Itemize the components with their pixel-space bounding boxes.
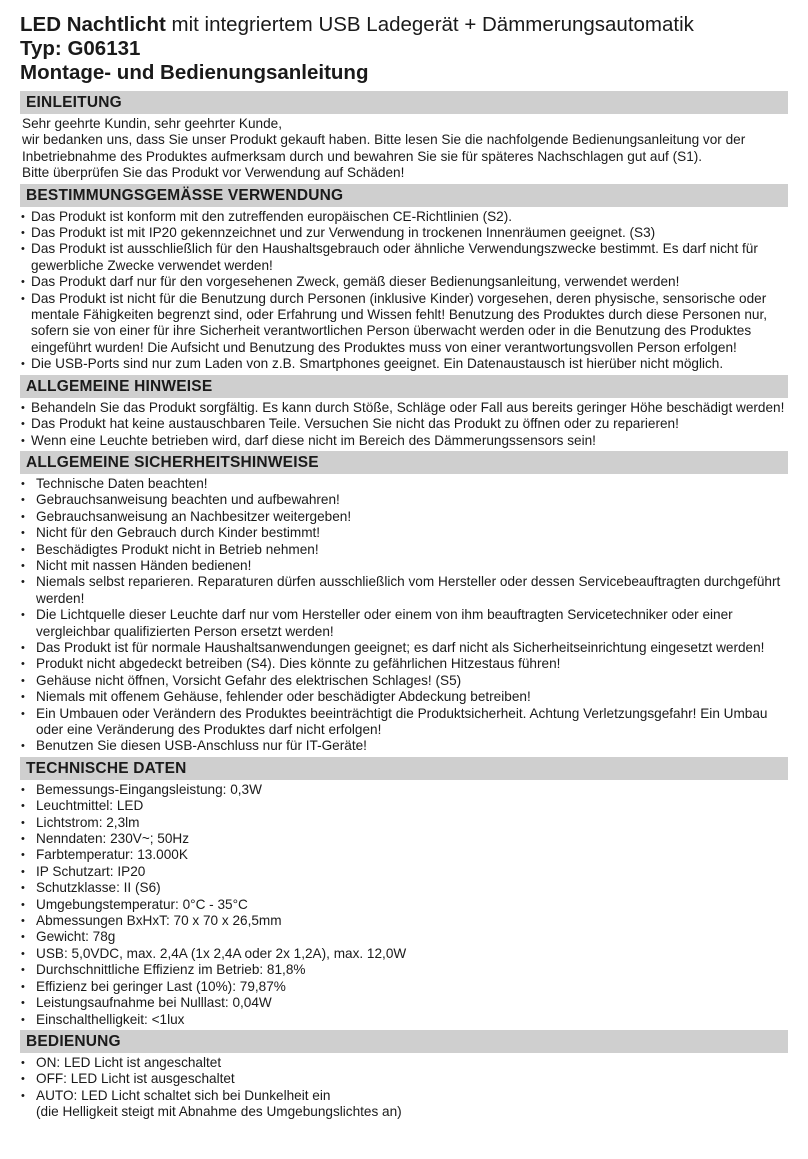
technik-list: [20, 782, 788, 1028]
spec-item: • Nenndaten: 230V~; 50Hz: [20, 831, 788, 847]
list-item: • Das Produkt ist ausschließlich für den Haushaltsgebrauch oder ähnliche Verwendungszwecke bestimmt. Es darf nicht für gewerbliche Zwecke verwendet werden!: [20, 241, 788, 274]
sicherheit-list: [20, 476, 788, 755]
list-item: • Die Lichtquelle dieser Leuchte darf nur vom Hersteller oder einem von ihm beauftragten Servicetechniker oder einer vergleichbar qualifizierten Person ersetzt werden!: [20, 607, 788, 640]
list-item: • Das Produkt ist mit IP20 gekennzeichnet und zur Verwendung in trockenen Innenräumen geeignet. (S3): [20, 225, 788, 241]
title-product-name: LED Nachtlicht: [20, 13, 166, 36]
bedienung-list: [20, 1055, 788, 1104]
list-item: • Gebrauchsanweisung an Nachbesitzer weitergeben!: [20, 509, 788, 525]
list-item: • Benutzen Sie diesen USB-Anschluss nur für IT-Geräte!: [20, 738, 788, 754]
list-item: • Nicht für den Gebrauch durch Kinder bestimmt!: [20, 525, 788, 541]
einleitung-paragraph: Bitte überprüfen Sie das Produkt vor Verwendung auf Schäden!: [22, 165, 405, 181]
section-heading-bestimmung: BESTIMMUNGSGEMÄSSE VERWENDUNG: [20, 184, 788, 207]
list-item: • Nicht mit nassen Händen bedienen!: [20, 558, 788, 574]
list-item: • Beschädigtes Produkt nicht in Betrieb nehmen!: [20, 542, 788, 558]
mode-item-off: • OFF: LED Licht ist ausgeschaltet: [20, 1071, 788, 1087]
list-item: • Wenn eine Leuchte betrieben wird, darf diese nicht im Bereich des Dämmerungssensors sein!: [20, 433, 788, 449]
spec-item: • Leuchtmittel: LED: [20, 798, 788, 814]
product-type: Typ: G06131: [20, 37, 141, 60]
list-item: • Niemals mit offenem Gehäuse, fehlender oder beschädigter Abdeckung betreiben!: [20, 689, 788, 705]
list-item: • Ein Umbauen oder Verändern des Produktes beeinträchtigt die Produktsicherheit. Achtung Verletzungsgefahr! Ein Umbau oder eine Veränderung des Produktes darf nicht erfolgen!: [20, 706, 788, 739]
list-item: • Technische Daten beachten!: [20, 476, 788, 492]
list-item: • Das Produkt ist konform mit den zutreffenden europäischen CE-Richtlinien (S2).: [20, 209, 788, 225]
einleitung-body: [20, 116, 788, 182]
spec-item: • Effizienz bei geringer Last (10%): 79,87%: [20, 979, 788, 995]
list-item: • Das Produkt darf nur für den vorgesehenen Zweck, gemäß dieser Bedienungsanleitung, verwendet werden!: [20, 274, 788, 290]
hinweise-list: [20, 400, 788, 449]
spec-item: • Einschalthelligkeit: <1lux: [20, 1012, 788, 1028]
mode-item-on: • ON: LED Licht ist angeschaltet: [20, 1055, 788, 1071]
mode-item-auto: • AUTO: LED Licht schaltet sich bei Dunkelheit ein: [20, 1088, 788, 1104]
spec-item: • Abmessungen BxHxT: 70 x 70 x 26,5mm: [20, 913, 788, 929]
list-item: • Gebrauchsanweisung beachten und aufbewahren!: [20, 492, 788, 508]
section-heading-einleitung: EINLEITUNG: [20, 91, 788, 114]
spec-item: • Leistungsaufnahme bei Nulllast: 0,04W: [20, 995, 788, 1011]
einleitung-paragraph: Sehr geehrte Kundin, sehr geehrter Kunde,: [22, 116, 282, 131]
title-product-description: mit integriertem USB Ladegerät + Dämmerungsautomatik: [165, 13, 694, 36]
list-item: • Das Produkt ist nicht für die Benutzung durch Personen (inklusive Kinder) vorgesehen, deren physische, sensorische oder mentale Fähigkeiten begrenzt sind, oder Erfahrung und Wissen fehlt! Benutzung des Produktes durch diese Personen nur, sofern sie von einer für ihre Sicherheit verantwortlichen Person überwacht werden oder in die Benutzung des Produktes eingeführt wurden! Die Aufsicht und Benutzung des Produktes muss von einer verantwortungsvollen Person erfolgen!: [20, 291, 788, 357]
spec-item: • IP Schutzart: IP20: [20, 864, 788, 880]
spec-item: • Lichtstrom: 2,3lm: [20, 815, 788, 831]
einleitung-paragraph: wir bedanken uns, dass Sie unser Produkt gekauft haben. Bitte lesen Sie die nachfolgende Bedienungsanleitung vor der Inbetriebnahme des Produktes aufmerksam durch und bewahren Sie sie für späteres Nachschlagen gut auf (S1).: [22, 132, 746, 164]
list-item: • Niemals selbst reparieren. Reparaturen dürfen ausschließlich vom Hersteller oder dessen Servicebeauftragten durchgeführt werden!: [20, 574, 788, 607]
auto-mode-note: (die Helligkeit steigt mit Abnahme des Umgebungslichtes an): [36, 1104, 402, 1120]
spec-item: • Umgebungstemperatur: 0°C - 35°C: [20, 897, 788, 913]
document-header: [20, 13, 788, 85]
list-item: • Das Produkt hat keine austauschbaren Teile. Versuchen Sie nicht das Produkt zu öffnen oder zu reparieren!: [20, 416, 788, 432]
document-title: [20, 13, 788, 37]
document-subtitle: Montage- und Bedienungsanleitung: [20, 61, 369, 84]
list-item: • Das Produkt ist für normale Haushaltsanwendungen geeignet; es darf nicht als Sicherheitseinrichtung eingesetzt werden!: [20, 640, 788, 656]
list-item: • Gehäuse nicht öffnen, Vorsicht Gefahr des elektrischen Schlages! (S5): [20, 673, 788, 689]
spec-item: • Durchschnittliche Effizienz im Betrieb: 81,8%: [20, 962, 788, 978]
section-heading-technik: TECHNISCHE DATEN: [20, 757, 788, 780]
spec-item: • Bemessungs-Eingangsleistung: 0,3W: [20, 782, 788, 798]
spec-item: • Farbtemperatur: 13.000K: [20, 847, 788, 863]
list-item: • Die USB-Ports sind nur zum Laden von z.B. Smartphones geeignet. Ein Datenaustausch ist hierüber nicht möglich.: [20, 356, 788, 372]
list-item: • Behandeln Sie das Produkt sorgfältig. Es kann durch Stöße, Schläge oder Fall aus bereits geringer Höhe beschädigt werden!: [20, 400, 788, 416]
bestimmung-list: [20, 209, 788, 373]
spec-item: • USB: 5,0VDC, max. 2,4A (1x 2,4A oder 2x 1,2A), max. 12,0W: [20, 946, 788, 962]
spec-item: • Gewicht: 78g: [20, 929, 788, 945]
section-heading-sicherheit: ALLGEMEINE SICHERHEITSHINWEISE: [20, 451, 788, 474]
section-heading-bedienung: BEDIENUNG: [20, 1030, 788, 1053]
list-item: • Produkt nicht abgedeckt betreiben (S4). Dies könnte zu gefährlichen Hitzestaus führen!: [20, 656, 788, 672]
section-heading-hinweise: ALLGEMEINE HINWEISE: [20, 375, 788, 398]
spec-item: • Schutzklasse: II (S6): [20, 880, 788, 896]
